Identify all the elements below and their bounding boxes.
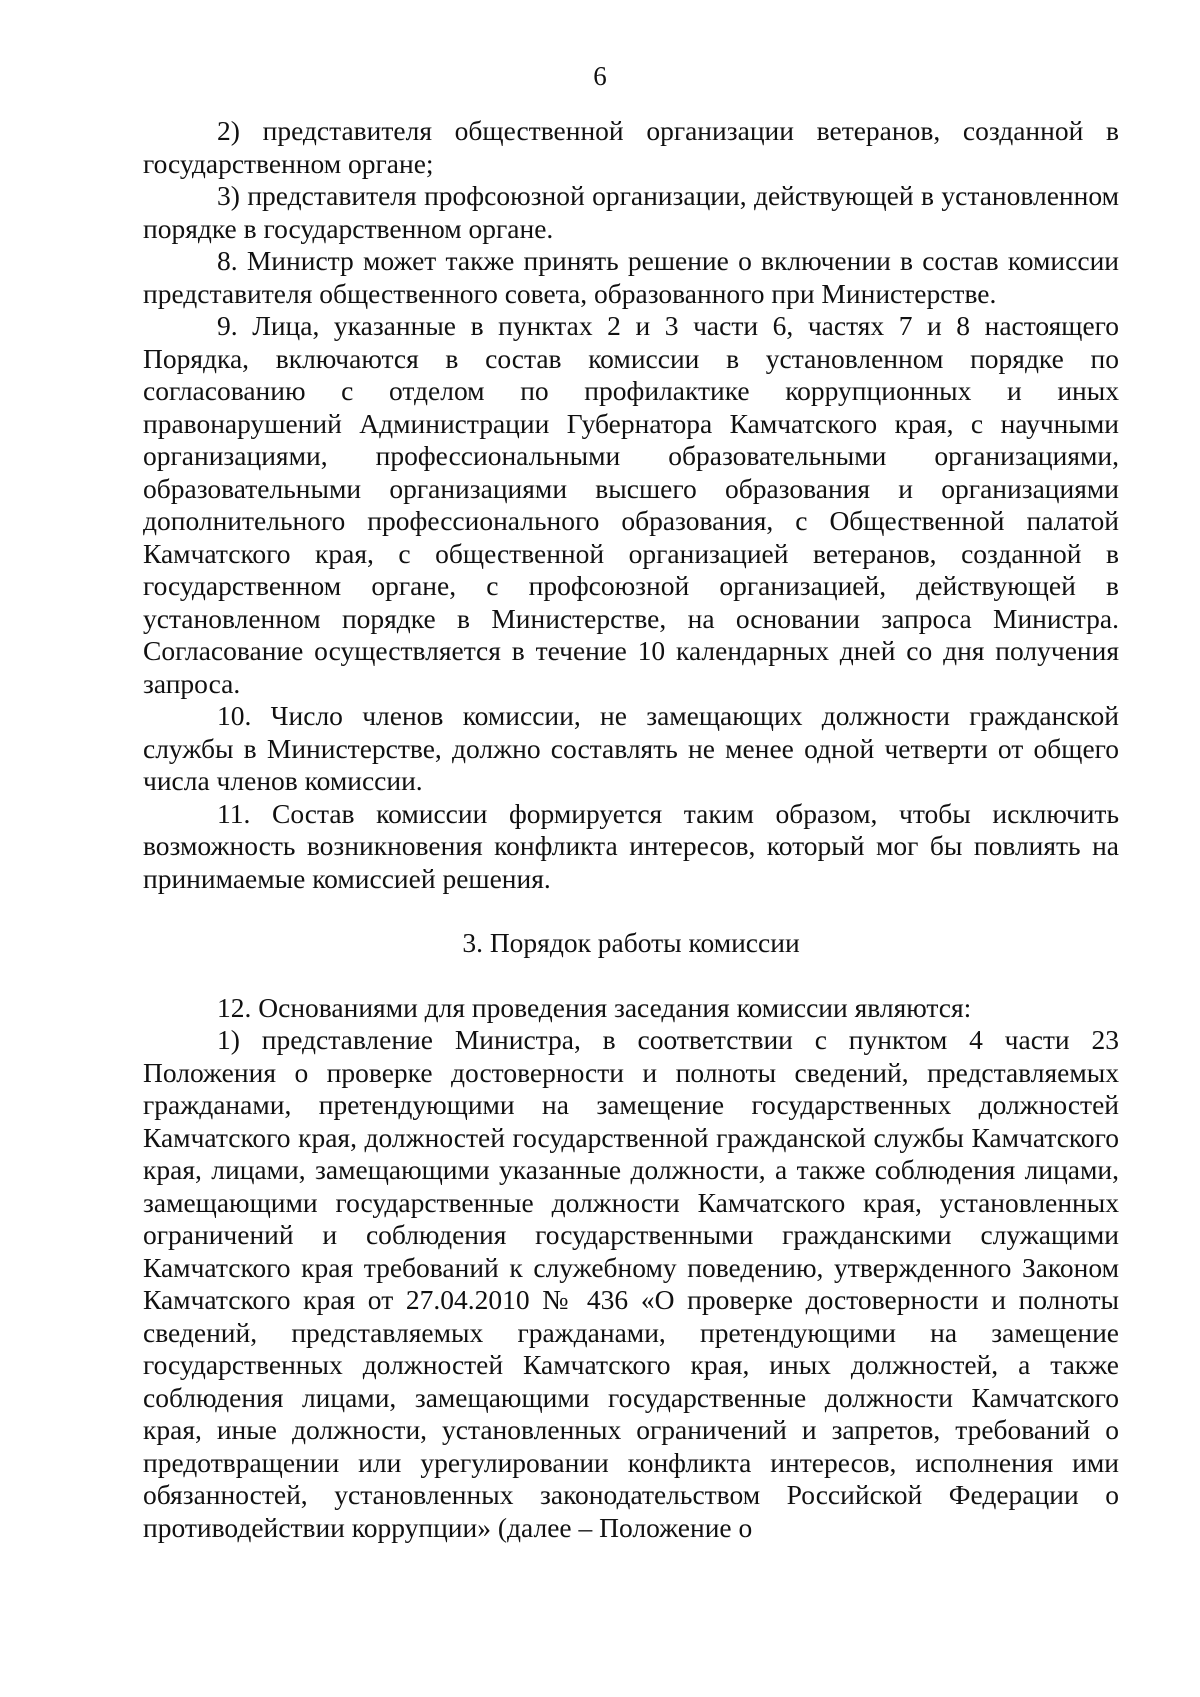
- paragraph-item-3-trade-union: 3) представителя профсоюзной организации, действующей в установленном порядке в государственном органе.: [143, 180, 1119, 244]
- paragraph-9: 9. Лица, указанные в пунктах 2 и 3 части 6, частях 7 и 8 настоящего Порядка, включаются в состав комиссии в установленном порядке по согласованию с отделом по профилактике коррупционных и иных правонарушений Администрации Губернатора Камчатского края, с научными организациями, профессиональными образовательными организациями, образовательными организациями высшего образования и организациями дополнительного профессионального образования, с Общественной палатой Камчатского края, с общественной организацией ветеранов, созданной в государственном органе, с профсоюзной организацией, действующей в установленном порядке в Министерстве, на основании запроса Министра. Согласование осуществляется в течение 10 календарных дней со дня получения запроса.: [143, 310, 1119, 699]
- document-body: [143, 115, 1119, 1544]
- paragraph-8: 8. Министр может также принять решение о включении в состав комиссии представителя общественного совета, образованного при Министерстве.: [143, 245, 1119, 309]
- paragraph-11: 11. Состав комиссии формируется таким образом, чтобы исключить возможность возникновения конфликта интересов, который мог бы повлиять на принимаемые комиссией решения.: [143, 797, 1119, 894]
- section-heading: 3. Порядок работы комиссии: [462, 927, 800, 958]
- paragraph-12-item-1: 1) представление Министра, в соответствии с пунктом 4 части 23 Положения о проверке достоверности и полноты сведений, представляемых гражданами, претендующими на замещение государственных должностей Камчатского края, должностей государственной гражданской службы Камчатского края, лицами, замещающими указанные должности, а также соблюдения лицами, замещающими государственные должности Камчатского края, установленных ограничений и соблюдения государственными гражданскими служащими Камчатского края требований к служебному поведению, утвержденного Законом Камчатского края от 27.04.2010 № 436 «О проверке достоверности и полноты сведений, представляемых гражданами, претендующими на замещение государственных должностей Камчатского края, иных должностей, а также соблюдения лицами, замещающими государственные должности Камчатского края, иные должности, установленных ограничений и запретов, требований о предотвращении или урегулировании конфликта интересов, исполнения ими обязанностей, установленных законодательством Российской Федерации о противодействии коррупции» (далее – Положение о: [143, 1024, 1119, 1543]
- paragraph-12: 12. Основаниями для проведения заседания комиссии являются:: [217, 991, 972, 1023]
- page-number: 6: [593, 61, 607, 91]
- paragraph-item-2-veterans: 2) представителя общественной организации ветеранов, созданной в государственном органе;: [143, 115, 1119, 179]
- paragraph-10: 10. Число членов комиссии, не замещающих должности гражданской службы в Министерстве, должно составлять не менее одной четверти от общего числа членов комиссии.: [143, 700, 1119, 796]
